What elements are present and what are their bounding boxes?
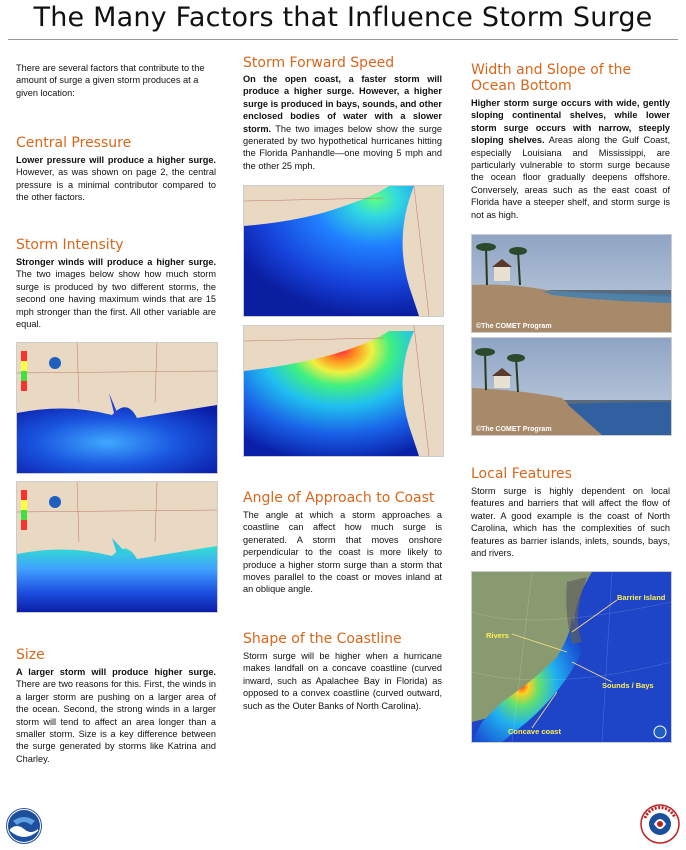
local-features-heading: Local Features [471,466,572,482]
barrier-island-label: Barrier Island [617,593,666,602]
comet-credit-1: ©The COMET Program [476,323,552,330]
page-title: The Many Factors that Influence Storm Surge [33,2,653,33]
central-pressure-text: Lower pressure will produce a higher surge. However, as was shown on page 2, the central pressure is a minimal contributor compared to the other factors. [16,155,216,203]
title-divider [8,39,678,40]
size-heading: Size [16,647,45,663]
forward-speed-text: On the open coast, a faster storm will produce a higher surge. However, a higher surge is produced in bays, sounds, and other enclosed bodies of water with a slower storm. The two images below show the surge generated by two hypothetical hurricanes hitting the Florida Panhandle—one moving 5 mph and the other 25 mph. [243,74,442,171]
local-features-text: Storm surge is highly dependent on local features and barriers that will affect the flow of water. A good example is the coast of North Carolina, which has the complexities of such features as barrier islands, inlets, sounds, bays, and rivers. [471,486,670,559]
surge-map-5mph [243,185,444,317]
nws-logo [640,804,680,844]
section-storm-intensity [16,237,216,330]
section-size [16,647,216,765]
forward-speed-heading: Storm Forward Speed [243,55,395,71]
section-angle [243,490,442,596]
width-slope-heading: Width and Slope of the Ocean Bottom [471,62,632,94]
sounds-bays-label: Sounds / Bays [602,681,654,690]
comet-credit-2: ©The COMET Program [476,426,552,433]
storm-intensity-heading: Storm Intensity [16,237,124,253]
section-local-features [471,466,670,559]
rivers-label: Rivers [486,631,509,640]
section-width-slope [471,62,670,221]
narrow-shelf-illustration [471,337,672,436]
section-coastline [243,631,442,712]
coastline-text: Storm surge will be higher when a hurricane makes landfall on a concave coastline (curved inward, such as Apalachee Bay in Florida) as opposed to a convex coastline (curved outward, such as the Outer Banks of North Carolina). [243,651,442,711]
central-pressure-heading: Central Pressure [16,135,132,151]
concave-coast-label: Concave coast [508,727,561,736]
noaa-logo [6,808,42,844]
size-text: A larger storm will produce higher surge. There are two reasons for this. First, the winds in a larger storm are pushing on a larger area of the ocean. Second, the strong winds in a larger storm will tend to affect an area longer than a smaller storm. Size is a key difference between the surge generated by storms like Katrina and Charley. [16,667,216,764]
surge-map-stronger-storm [16,481,218,613]
wide-shelf-illustration [471,234,672,333]
storm-intensity-text: Stronger winds will produce a higher surge. The two images below show how much storm surge is produced by two different storms, the second one having maximum winds that are 15 mph stronger than the first. All other variable are equal. [16,257,216,330]
intro-text: There are several factors that contribute to the amount of surge a given storm produces at a given location: [16,63,205,98]
surge-map-weaker-storm [16,342,218,474]
surge-map-25mph [243,325,444,457]
coastline-heading: Shape of the Coastline [243,631,402,647]
section-forward-speed [243,55,442,172]
column-left [16,62,216,99]
angle-heading: Angle of Approach to Coast [243,490,435,506]
section-central-pressure [16,135,216,204]
width-slope-text: Higher storm surge occurs with wide, gently sloping continental shelves, while lower storm surge occurs with narrow, steeply sloping shelves. Areas along the Gulf Coast, especially Louisiana and Mississippi, are particularly vulnerable to storm surge because the ocean floor gradually deepens offshore. Conversely, areas such as the east coast of Florida have a steeper shelf, and storm surge is not as high. [471,98,670,220]
angle-text: The angle at which a storm approaches a coastline can affect how much surge is generated. A storm that moves onshore perpendicular to the coast is more likely to produce a higher storm surge than a storm that moves parallel to the coast or moves inland at an oblique angle. [243,510,442,595]
north-carolina-surge-map [471,571,672,743]
